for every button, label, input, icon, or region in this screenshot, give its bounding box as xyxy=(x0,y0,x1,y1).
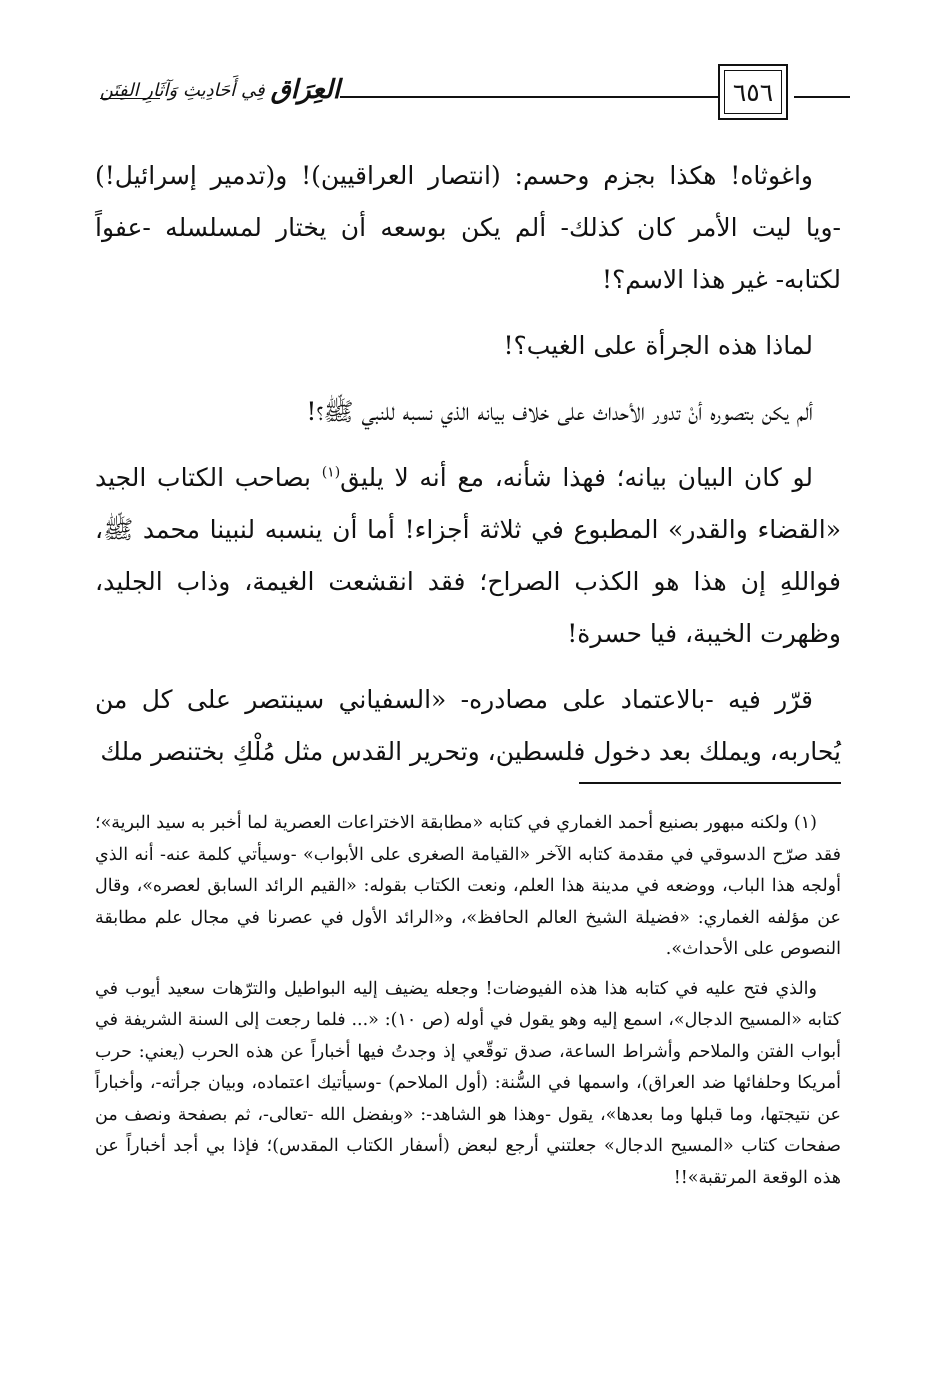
page-number: ٦٥٦ xyxy=(724,70,782,114)
footnote: (١) ولكنه مبهور بصنيع أحمد الغماري في كتابه «مطابقة الاختراعات العصرية لما أخبر به سيد البرية»؛ فقد صرّح الدسوقي في مقدمة كتابه الآخر «القيامة الصغرى على الأبواب» -وسيأتي كلمة عنه- أنه الذي أولجه هذا الباب، ووضعه في مدينة هذا العلم، ونعت الكتاب بقوله: «القيم الرائد السابق لعصره»، وقال عن مؤلفه الغماري: «فضيلة الشيخ العالم الحافظ»، و«الرائد الأول في عصرنا في مجال علم مطابقة النصوص على الأحداث». xyxy=(95,813,841,959)
paragraph: واغوثاه! هكذا بجزم وحسم: (انتصار العراقيين)! و(تدمير إسرائيل!) -ويا ليت الأمر كان كذلك- ألم يكن بوسعه أن يختار لمسلسله -عفواً لكتابه- غير هذا الاسم؟! xyxy=(95,161,841,294)
footnote-separator xyxy=(579,782,841,784)
running-title-rest: فِي أَحَادِيثِ وَآثَارِ الفِتَن xyxy=(99,79,265,101)
page-number-box xyxy=(718,64,788,120)
running-title-rule xyxy=(100,98,160,99)
running-title-main: العِرَاق xyxy=(270,75,340,105)
header-rule-left xyxy=(340,96,718,98)
footnote: والذي فتح عليه في كتابه هذا هذه الفيوضات! وجعله يضيف إليه البواطيل والترّهات سعيد أيوب في كتابه «المسيح الدجال»، اسمع إليه وهو يقول في أوله (ص ١٠): «... فلما رجعت إلى السنة الشريفة في أبواب الفتن والملاحم وأشراط الساعة، صدق توقّعي إذ وجدتُ فيها أخباراً عن هذه الحرب (يعني: حرب أمريكا وحلفائها ضد العراق)، واسمها في السُّنة: (أول الملاحم) -وسيأتيك اعتماده، وبيان جرأته-، وأخباراً عن نتيجتها، وما قبلها وما بعدها»، يقول -وهذا هو الشاهد-: «وبفضل الله -تعالى-، ثم بصفحة ونصف من صفحات كتاب «المسيح الدجال» جعلتني أرجع لبعض (أسفار الكتاب المقدس)؛ فإذا بي أجد أخباراً عن هذه الوقعة المرتقبة»!! xyxy=(95,978,841,1188)
paragraph: ألم يكن بتصوره أنْ تدور الأحداث على خلاف بيانه الذي نسبه للنبي ﷺ؟! xyxy=(306,397,813,426)
paragraph-text: بصاحب الكتاب الجيد «القضاء والقدر» المطبوع في ثلاثة أجزاء! أما أن ينسبه لنبينا محمد ﷺ، فواللهِ إن هذا هو الكذب الصراح؛ فقد انقشعت الغيمة، وذاب الجليد، وظهرت الخيبة، فيا حسرة! xyxy=(95,463,841,648)
footnote-marker: (١) xyxy=(321,464,341,481)
paragraph: قرّر فيه -بالاعتماد على مصادره- «السفياني سينتصر على كل من يُحاربه، ويملك بعد دخول فلسطين، وتحرير القدس مثل مُلْكِ بختنصر ملك xyxy=(95,685,841,766)
paragraph: لماذا هذه الجرأة على الغيب؟! xyxy=(503,331,813,360)
paragraph-with-footnote xyxy=(95,452,841,660)
page-header xyxy=(90,62,850,122)
paragraph-text: لو كان البيان بيانه؛ فهذا شأنه، مع أنه لا يليق xyxy=(340,463,814,492)
running-title xyxy=(99,70,340,110)
header-rule-right xyxy=(794,96,850,98)
main-text xyxy=(95,150,841,792)
footnotes xyxy=(95,808,841,1202)
